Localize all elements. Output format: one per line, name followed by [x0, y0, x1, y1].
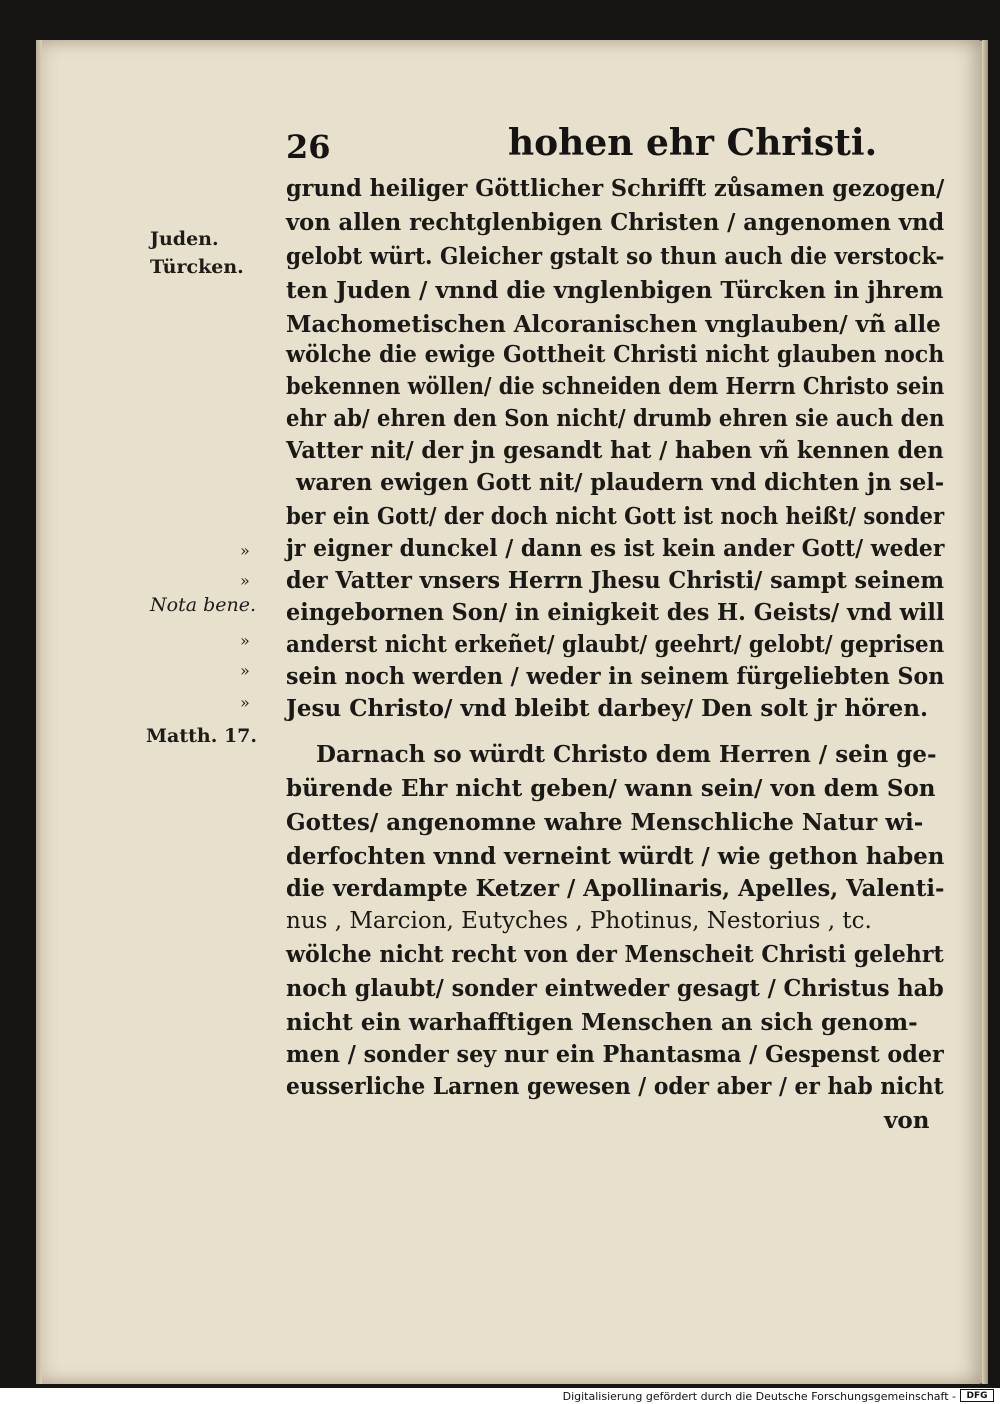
- quote-mark: »: [240, 661, 250, 680]
- running-title: hohen ehr Christi.: [508, 122, 878, 164]
- text-line: ber ein Gott/ der doch nicht Gott ist noch heißt/ sonder: [286, 503, 945, 530]
- text-line: nicht ein warhafftigen Menschen an sich genom-: [286, 1009, 918, 1036]
- text-line: der Vatter vnsers Herrn Jhesu Christi/ sampt seinem: [286, 567, 944, 594]
- text-line: eingebornen Son/ in einigkeit des H. Geists/ vnd will: [286, 599, 945, 626]
- catchword: von: [884, 1107, 930, 1134]
- page-gutter-edge: [36, 40, 42, 1384]
- quote-mark: »: [240, 631, 250, 650]
- text-line: von allen rechtglenbigen Christen / angenomen vnd: [286, 209, 945, 236]
- margin-note-turcken: Türcken.: [150, 256, 244, 278]
- text-line: ehr ab/ ehren den Son nicht/ drumb ehren sie auch den: [286, 405, 945, 432]
- text-line: waren ewigen Gott nit/ plaudern vnd dichten jn sel-: [296, 469, 945, 496]
- text-line: gelobt würt. Gleicher gstalt so thun auch die verstock-: [286, 243, 945, 270]
- margin-note-nota-bene: Nota bene.: [150, 594, 256, 616]
- text-line: jr eigner dunckel / dann es ist kein ander Gott/ weder: [286, 535, 945, 562]
- text-line: nus , Marcion, Eutyches , Photinus, Nestorius , tc.: [286, 908, 872, 934]
- quote-mark: »: [240, 541, 250, 560]
- text-line: Gottes/ angenomne wahre Menschliche Natur wi-: [286, 809, 924, 836]
- text-line: Jesu Christo/ vnd bleibt darbey/ Den solt jr hören.: [286, 695, 929, 722]
- text-line: sein noch werden / weder in seinem fürgeliebten Son: [286, 663, 945, 690]
- text-line: bürende Ehr nicht geben/ wann sein/ von dem Son: [286, 775, 936, 802]
- text-line: ten Juden / vnnd die vnglenbigen Türcken in jhrem: [286, 277, 944, 304]
- text-line: men / sonder sey nur ein Phantasma / Gespenst oder: [286, 1041, 944, 1068]
- page-outer-edge: [982, 40, 988, 1384]
- text-line: anderst nicht erkeñet/ glaubt/ geehrt/ gelobt/ geprisen: [286, 631, 945, 658]
- page-number: 26: [286, 128, 331, 166]
- text-line: Darnach so würdt Christo dem Herren / sein ge-: [316, 741, 937, 768]
- text-line: bekennen wöllen/ die schneiden dem Herrn Christo sein: [286, 373, 945, 400]
- text-line: derfochten vnnd verneint würdt / wie gethon haben: [286, 843, 945, 870]
- text-line: wölche die ewige Gottheit Christi nicht glauben noch: [286, 341, 945, 368]
- quote-mark: »: [240, 571, 250, 590]
- text-line: noch glaubt/ sonder eintweder gesagt / Christus hab: [286, 975, 944, 1002]
- funding-notice: Digitalisierung gefördert durch die Deutsche Forschungsgemeinschaft -: [562, 1390, 956, 1403]
- dfg-logo: DFG: [960, 1389, 994, 1402]
- margin-note-juden: Juden.: [150, 228, 219, 250]
- quote-mark: »: [240, 693, 250, 712]
- text-line: eusserliche Larnen gewesen / oder aber / er hab nicht: [286, 1073, 944, 1100]
- text-line: Vatter nit/ der jn gesandt hat / haben vñ kennen den: [286, 437, 944, 464]
- text-line: wölche nicht recht von der Menscheit Christi gelehrt: [286, 941, 944, 968]
- text-line: Machometischen Alcoranischen vnglauben/ vñ alle: [286, 311, 941, 338]
- text-line: grund heiliger Göttlicher Schrifft zůsamen gezogen/: [286, 175, 945, 202]
- margin-note-matth: Matth. 17.: [146, 725, 257, 747]
- text-line: die verdampte Ketzer / Apollinaris, Apelles, Valenti-: [286, 875, 945, 902]
